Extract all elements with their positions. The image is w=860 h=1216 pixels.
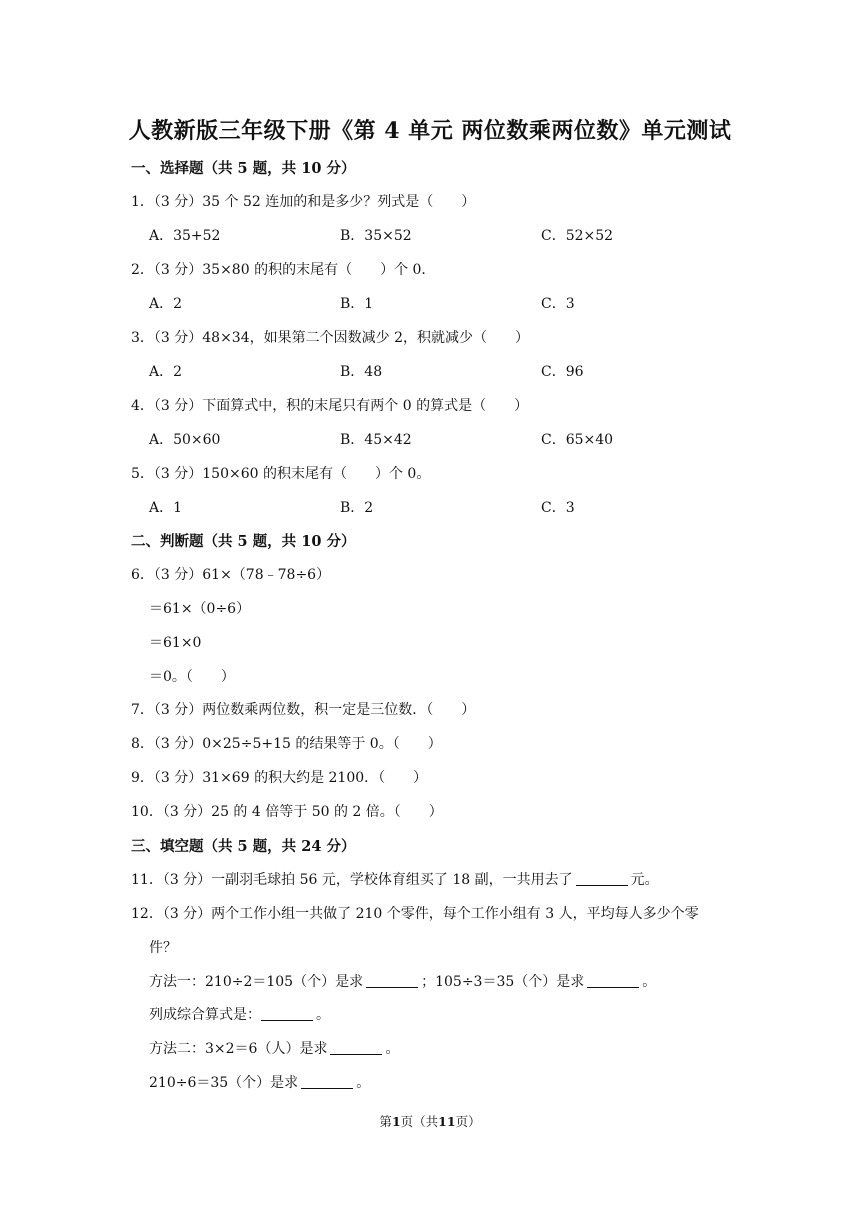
question-7: 7．（3 分）两位数乘两位数，积一定是三位数．（ ） xyxy=(131,702,476,718)
question-9: 9．（3 分）31×69 的积大约是 2100．（ ） xyxy=(131,770,428,786)
current-page-number: 1 xyxy=(391,1114,401,1129)
section-heading-fill-blank: 三、填空题（共 5 题，共 24 分） xyxy=(131,838,356,855)
question-6: 6．（3 分）61×（78﹣78÷6） xyxy=(131,567,331,583)
method-2-step-end: 。 xyxy=(356,1075,371,1091)
q1-option-b: B．35×52 xyxy=(340,228,412,244)
footer-text-end: 页） xyxy=(455,1114,481,1129)
footer-text: 第 xyxy=(379,1114,392,1129)
combined-formula-text: 列成综合算式是： xyxy=(149,1007,261,1023)
method-1-end: 。 xyxy=(642,974,657,990)
q3-option-c: C．96 xyxy=(541,364,584,380)
answer-blank[interactable] xyxy=(366,973,418,988)
page-footer xyxy=(0,1112,860,1130)
section-heading-judgement: 二、判断题（共 5 题，共 10 分） xyxy=(131,533,356,550)
q5-option-b: B．2 xyxy=(340,500,374,516)
question-6-step-3: ＝0。（ ） xyxy=(149,669,235,685)
footer-text-mid: 页（共 xyxy=(400,1114,439,1129)
question-12-method-2-step xyxy=(149,1072,370,1092)
question-6-step-1: ＝61×（0÷6） xyxy=(149,601,251,617)
page-title: 人教新版三年级下册《第 4 单元 两位数乘两位数》单元测试 xyxy=(128,118,732,144)
q2-option-a: A．2 xyxy=(149,296,183,312)
question-3: 3．（3 分）48×34，如果第二个因数减少 2，积就减少（ ） xyxy=(131,330,529,346)
question-12-method-2 xyxy=(149,1038,399,1058)
q5-option-a: A．1 xyxy=(149,500,183,516)
answer-blank[interactable] xyxy=(301,1074,353,1089)
q4-option-c: C．65×40 xyxy=(541,432,614,448)
answer-blank[interactable] xyxy=(587,973,639,988)
q1-option-a: A．35+52 xyxy=(149,228,221,244)
answer-blank[interactable] xyxy=(330,1040,382,1055)
question-5: 5．（3 分）150×60 的积末尾有（ ）个 0。 xyxy=(131,466,431,482)
question-12-continued: 件？ xyxy=(149,940,177,956)
question-11-unit: 元。 xyxy=(630,872,659,888)
method-2-step-text: 210÷6＝35（个）是求 xyxy=(149,1075,299,1091)
question-6-step-2: ＝61×0 xyxy=(149,635,202,651)
question-11-text: 11．（3 分）一副羽毛球拍 56 元，学校体育组买了 18 副，一共用去了 xyxy=(131,872,573,888)
q4-option-a: A．50×60 xyxy=(149,432,221,448)
question-11 xyxy=(131,869,659,889)
q2-option-b: B．1 xyxy=(340,296,374,312)
question-12: 12．（3 分）两个工作小组一共做了 210 个零件，每个工作小组有 3 人，平均每人多少个零 xyxy=(131,906,699,922)
answer-blank[interactable] xyxy=(576,871,628,886)
method-1-text: 方法一：210÷2＝105（个）是求 xyxy=(149,974,364,990)
answer-blank[interactable] xyxy=(261,1006,313,1021)
q3-option-a: A．2 xyxy=(149,364,183,380)
q5-option-c: C．3 xyxy=(541,500,575,516)
question-2: 2．（3 分）35×80 的积的末尾有（ ）个 0． xyxy=(131,262,436,278)
section-heading-choice: 一、选择题（共 5 题，共 10 分） xyxy=(131,160,356,177)
q1-option-c: C．52×52 xyxy=(541,228,614,244)
total-page-count: 11 xyxy=(438,1114,456,1129)
question-1: 1．（3 分）35 个 52 连加的和是多少？列式是（ ） xyxy=(131,194,476,210)
question-10: 10．（3 分）25 的 4 倍等于 50 的 2 倍。（ ） xyxy=(131,804,443,820)
q2-option-c: C．3 xyxy=(541,296,575,312)
method-2-text: 方法二：3×2＝6（人）是求 xyxy=(149,1041,328,1057)
q4-option-b: B．45×42 xyxy=(340,432,412,448)
method-2-end: 。 xyxy=(385,1041,400,1057)
question-8: 8．（3 分）0×25÷5+15 的结果等于 0。（ ） xyxy=(131,736,442,752)
question-12-combined-formula xyxy=(149,1004,330,1024)
method-1-text-2: ；105÷3＝35（个）是求 xyxy=(421,974,585,990)
question-4: 4．（3 分）下面算式中，积的末尾只有两个 0 的算式是（ ） xyxy=(131,398,529,414)
combined-formula-end: 。 xyxy=(316,1007,330,1023)
q3-option-b: B．48 xyxy=(340,364,383,380)
question-12-method-1 xyxy=(149,971,656,991)
